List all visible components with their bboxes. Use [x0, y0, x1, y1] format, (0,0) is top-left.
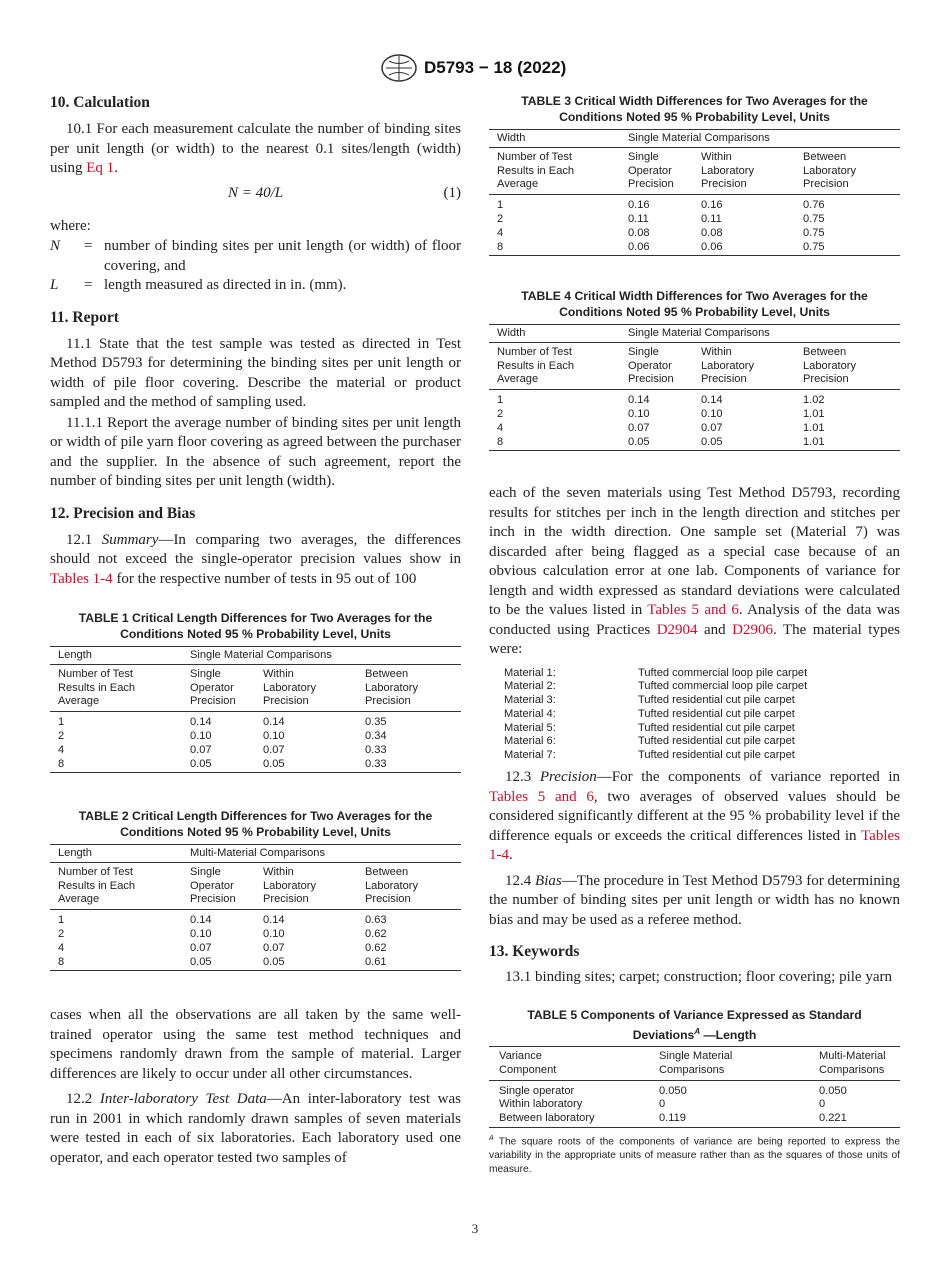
para-12-2-cont-b: . Analysis of the data was conducted using Practices	[489, 602, 900, 638]
para-12-1-title: Summary	[101, 531, 159, 548]
column-header: Single Material Comparisons	[659, 1047, 819, 1081]
column-header: Variance Component	[489, 1047, 659, 1081]
table-3-title	[489, 94, 900, 125]
para-12-1	[50, 531, 461, 590]
section-12-heading: 12. Precision and Bias	[50, 504, 196, 522]
column-header: Number of Test Results in Each Average	[50, 664, 190, 711]
list-item: Material 3: Tufted residential cut pile carpet	[504, 694, 795, 707]
para-11-1: 11.1 State that the test sample was tested as directed in Test Method D5793 for determining the binding sites per unit length or width of pile floor covering. Describe the material or product sampled and the method of sampling used.	[50, 335, 461, 410]
table-1	[50, 611, 461, 773]
eq-1-link[interactable]: Eq 1	[86, 160, 115, 176]
table-2-title-line1: TABLE 2 Critical Length Differences for Two Averages for the	[78, 809, 433, 823]
document-header	[0, 58, 950, 82]
tables-5-6-link[interactable]: Tables 5 and 6	[647, 602, 739, 618]
column-header: Between Laboratory Precision	[803, 147, 900, 194]
para-12-2-cont-a: each of the seven materials using Test Method D5793, recording results for stitches per inch in the length direction and stitches per inch in the width direction. One sample set (Material 7) was discarded after being flagged as a special case because of an obvious calculation error at one lab. Components of variance for length and width expressed as standard deviations were calculated to be the values listed in	[489, 485, 900, 618]
para-12-2-continued	[489, 484, 900, 660]
table-3-title-line2: Conditions Noted 95 % Probability Level, Units	[559, 109, 830, 124]
variable-l	[50, 276, 461, 296]
para-10-1-text: 10.1 For each measurement calculate the number of binding sites per unit length (or width) to the nearest 0.1 sites/length (width) using	[50, 121, 461, 176]
table-4-title	[489, 289, 900, 320]
table-row: 8 0.05 0.05 1.01	[489, 436, 900, 451]
table-4-title-line1: TABLE 4 Critical Width Differences for Two Averages for the	[521, 289, 868, 303]
table-1-title-line1: TABLE 1 Critical Length Differences for Two Averages for the	[78, 611, 433, 625]
astm-logo-icon	[380, 53, 418, 83]
table-1-comparison: Single Material Comparisons	[190, 647, 461, 665]
table-row: 8 0.06 0.06 0.75	[489, 241, 900, 256]
table-5	[489, 1008, 900, 1177]
variable-n-definition: number of binding sites per unit length (or width) of floor covering, and	[104, 238, 461, 274]
para-12-2-cont-c: and	[697, 621, 733, 638]
equation-number: (1)	[443, 184, 461, 201]
table-2-comparison: Multi-Material Comparisons	[190, 845, 461, 863]
para-12-4	[489, 872, 900, 931]
para-12-1-num: 12.1	[66, 531, 102, 548]
para-12-3-end: .	[509, 847, 513, 864]
para-10-1-end: .	[114, 160, 118, 176]
variable-l-symbol: L	[50, 277, 59, 293]
table-3-grid	[489, 129, 900, 256]
table-row: 1 0.14 0.14 0.63	[58, 914, 387, 927]
table-1-title	[50, 611, 461, 642]
page-number: 3	[471, 1221, 479, 1236]
para-12-4-text: —The procedure in Test Method D5793 for determining the number of binding sites per unit length or width has no known bias and may be used as a referee method.	[489, 872, 900, 928]
para-12-3	[489, 768, 900, 866]
tables-5-6-link[interactable]: Tables 5 and 6	[489, 788, 594, 805]
para-12-1-end: for the respective number of tests in 95 out of 100	[112, 570, 417, 587]
table-1-grid	[50, 646, 461, 773]
table-row: 1 0.14 0.14 1.02	[497, 394, 825, 407]
list-item: Material 5: Tufted residential cut pile carpet	[504, 721, 795, 734]
para-10-1	[50, 120, 461, 179]
table-2-title-line2: Conditions Noted 95 % Probability Level, Units	[120, 824, 391, 839]
table-5-grid	[489, 1046, 900, 1128]
where-label: where:	[50, 217, 91, 234]
para-12-1-continued: cases when all the observations are all taken by the same well-trained operator using the same test method techniques and specimens randomly drawn from the sample of material. Larger differences are likely to occur under all other circumstances.	[50, 1007, 461, 1082]
table-row: 8 0.05 0.05 0.61	[50, 956, 461, 971]
section-13-heading: 13. Keywords	[489, 943, 580, 961]
table-row: Within laboratory 0 0	[499, 1098, 826, 1111]
para-12-2-cont-d: . The material types were:	[489, 621, 900, 657]
table-1-title-line2: Conditions Noted 95 % Probability Level, Units	[120, 626, 391, 641]
table-row: 2 0.11 0.11 0.75	[497, 212, 825, 225]
document-designation: D5793 − 18 (2022)	[424, 58, 567, 77]
variable-n-symbol: N	[50, 238, 61, 254]
table-5-title-line1: TABLE 5 Components of Variance Expressed as Standard	[527, 1008, 862, 1022]
variable-n	[50, 237, 461, 276]
table-row: 4 0.07 0.07 0.33	[58, 743, 387, 756]
table-row: 2 0.10 0.10 0.62	[58, 927, 387, 940]
column-header: Multi-Material Comparisons	[819, 1047, 900, 1081]
equation-1	[50, 185, 461, 209]
table-row: Between laboratory 0.119 0.221	[489, 1112, 900, 1127]
right-column	[489, 484, 900, 988]
para-12-2-text: —An inter-laboratory test was run in 2001 in which randomly drawn samples of seven materials were tested in each of six laboratories. Each laboratory used one operator, and each operator tested two samples of	[50, 1091, 461, 1166]
material-list	[489, 667, 900, 764]
equation-text: N = 40/L	[228, 184, 284, 201]
table-5-title	[489, 1008, 900, 1043]
table-row: 4 0.07 0.07 0.62	[58, 941, 387, 954]
list-item: Material 2: Tufted commercial loop pile carpet	[504, 680, 808, 693]
column-header: Single Operator Precision	[628, 147, 701, 194]
variable-l-definition: length measured as directed in in. (mm).	[104, 277, 347, 293]
list-item: Material 7: Tufted residential cut pile carpet	[504, 749, 795, 762]
list-item: Material 1: Tufted commercial loop pile carpet	[504, 666, 808, 679]
table-5-title-line2: Deviations$^A$ —Length	[632, 1026, 757, 1042]
column-header: Within Laboratory Precision	[701, 342, 803, 389]
footnote-text: The square roots of the components of variance are being reported to express the variability in the appropriate units of measure rather than as the squares of those units of measure.	[489, 1136, 900, 1176]
column-header: Within Laboratory Precision	[263, 664, 365, 711]
section-10-heading: 10. Calculation	[50, 94, 150, 111]
table-2	[50, 809, 461, 971]
table-row: 2 0.10 0.10 0.34	[58, 729, 387, 742]
column-header: Number of Test Results in Each Average	[489, 342, 628, 389]
para-12-3-title: Precision	[539, 769, 597, 786]
left-column-continued	[50, 1006, 461, 1168]
variable-n-equals: =	[84, 238, 93, 254]
table-3	[489, 94, 900, 256]
para-13-1: 13.1 binding sites; carpet; construction; floor covering; pile yarn	[505, 969, 892, 986]
para-11-1-1: 11.1.1 Report the average number of binding sites per unit length or width of pile yarn floor covering as agreed between the purchaser and the supplier. In the absence of such agreement, report the number of binding sites per unit length (width).	[50, 414, 461, 489]
para-12-2-num: 12.2	[66, 1091, 100, 1107]
table-row: 1 0.14 0.14 0.35	[58, 716, 387, 729]
table-2-dimension: Length	[50, 845, 190, 863]
tables-1-4-link[interactable]: Tables 1-4	[50, 570, 113, 587]
column-header: Between Laboratory Precision	[803, 342, 900, 389]
left-column	[50, 92, 461, 589]
table-row: 8 0.05 0.05 0.33	[50, 758, 461, 773]
table-row: 4 0.08 0.08 0.75	[497, 226, 825, 239]
table-row: Single operator 0.050 0.050	[499, 1084, 847, 1097]
column-header: Between Laboratory Precision	[365, 664, 461, 711]
table-3-comparison: Single Material Comparisons	[628, 130, 900, 148]
variable-list	[50, 237, 461, 296]
list-item: Material 6: Tufted residential cut pile carpet	[504, 735, 795, 748]
column-header: Single Operator Precision	[628, 342, 701, 389]
table-1-dimension: Length	[50, 647, 190, 665]
table-2-title	[50, 809, 461, 840]
table-3-title-line1: TABLE 3 Critical Width Differences for Two Averages for the	[521, 94, 868, 108]
para-12-3-num: 12.3	[505, 769, 540, 786]
para-12-3-text: —For the components of variance reported in	[596, 769, 900, 786]
footnote-marker: A	[489, 1135, 494, 1143]
table-4-comparison: Single Material Comparisons	[628, 325, 900, 343]
column-header: Single Operator Precision	[190, 664, 263, 711]
table-4	[489, 289, 900, 451]
table-row: 4 0.07 0.07 1.01	[497, 421, 825, 434]
d2906-link[interactable]: D2906	[732, 621, 773, 638]
list-item: Material 4: Tufted residential cut pile carpet	[504, 707, 795, 720]
para-12-1-text: —In comparing two averages, the differences should not exceed the single-operator precision values show in	[50, 531, 462, 567]
para-12-2	[50, 1090, 461, 1168]
table-4-dimension: Width	[489, 325, 628, 343]
table-4-grid	[489, 324, 900, 451]
tables-1-4-link[interactable]: Tables 1-4	[489, 827, 900, 864]
column-header: Between Laboratory Precision	[365, 862, 461, 909]
d2904-link[interactable]: D2904	[656, 621, 698, 638]
para-12-4-num: 12.4	[505, 872, 536, 889]
para-12-3-text2: , two averages of observed values should be considered significantly different at the 95 % probability level if the difference equals or exceeds the critical differences listed in	[489, 788, 901, 844]
table-2-grid	[50, 844, 461, 971]
column-header: Number of Test Results in Each Average	[489, 147, 628, 194]
table-row: 2 0.10 0.10 1.01	[497, 407, 825, 420]
table-3-dimension: Width	[489, 130, 628, 148]
column-header: Within Laboratory Precision	[263, 862, 365, 909]
para-12-2-title: Inter-laboratory Test Data	[99, 1091, 267, 1107]
column-header: Number of Test Results in Each Average	[50, 862, 190, 909]
para-12-4-title: Bias	[535, 872, 562, 889]
table-row: 1 0.16 0.16 0.76	[497, 199, 825, 212]
column-header: Within Laboratory Precision	[701, 147, 803, 194]
table-5-footnote	[489, 1132, 900, 1177]
table-4-title-line2: Conditions Noted 95 % Probability Level, Units	[559, 304, 830, 319]
variable-l-equals: =	[84, 277, 93, 293]
section-11-heading: 11. Report	[50, 308, 119, 326]
column-header: Single Operator Precision	[190, 862, 263, 909]
